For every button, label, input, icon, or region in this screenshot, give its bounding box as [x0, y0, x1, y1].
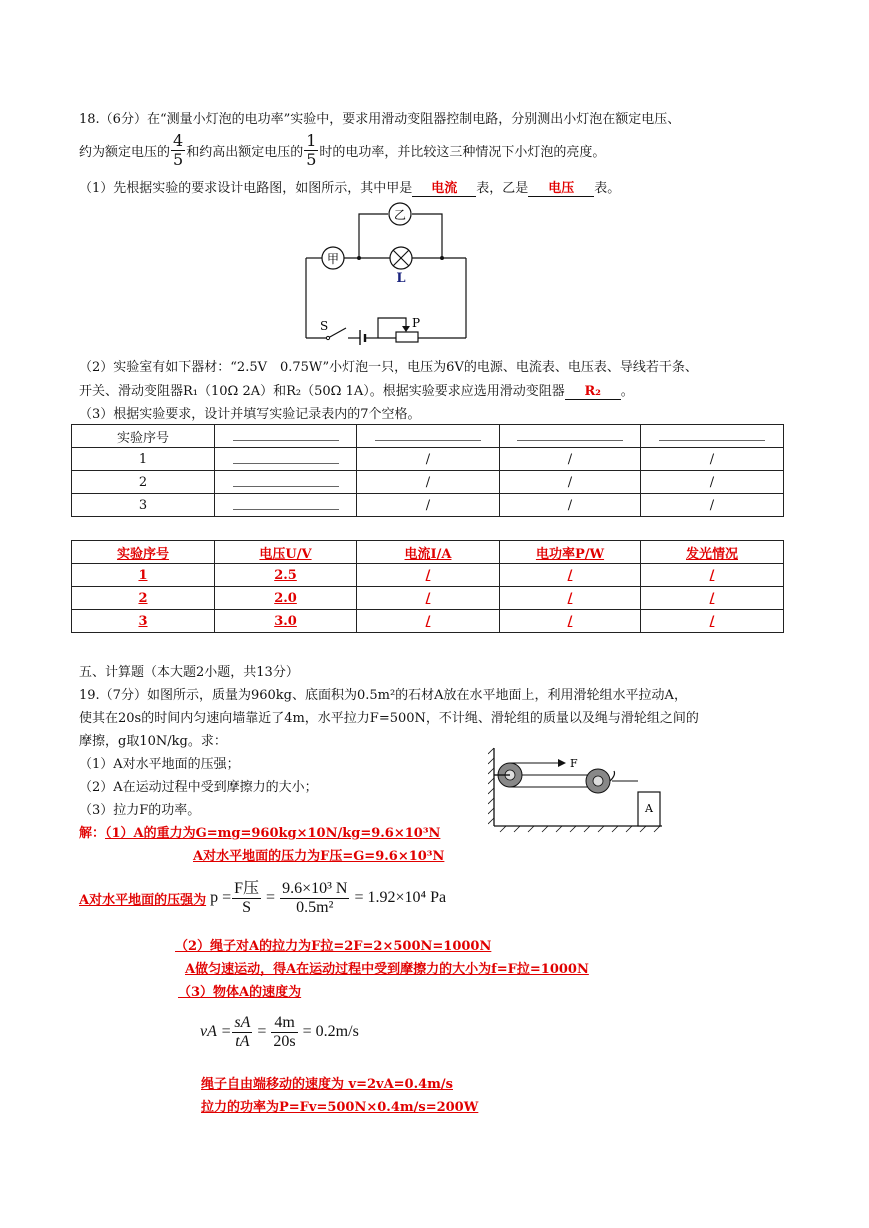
q18-line2-c: 时的电功率，并比较这三种情况下小灯泡的亮度。: [319, 144, 606, 160]
fill-blank: [233, 451, 339, 464]
fill-blank: [233, 497, 339, 510]
pulley-figure: [488, 744, 668, 834]
fill-blank: [659, 428, 765, 441]
table-cell: /: [641, 564, 784, 587]
q18-part1-text-c: 表。: [594, 181, 621, 196]
table-cell: /: [500, 587, 641, 610]
table-cell: 1: [72, 564, 215, 587]
q18-part1-text-b: 表，乙是: [476, 181, 529, 196]
slider-label: P: [412, 316, 421, 330]
solution-speed-eq: [200, 1006, 359, 1058]
eq2-equals: =: [253, 1023, 271, 1040]
solution-speed-intro: （3）物体A的速度为: [178, 985, 302, 1000]
eq2-fraction2: [271, 1014, 297, 1051]
solution-pressure-force: A对水平地面的压力为F压=G=9.6×10³N: [193, 849, 445, 864]
fraction-denominator: 20s: [273, 1032, 296, 1050]
table-cell: 实验序号: [72, 541, 215, 564]
table-cell: /: [500, 448, 641, 471]
solution-label: 解：: [79, 826, 106, 841]
q19-sub1: （1）A对水平地面的压强；: [79, 757, 240, 772]
q18-part1-text: （1）先根据实验的要求设计电路图，如图所示，其中甲是: [79, 181, 413, 196]
solution-power: 拉力的功率为P=Fv=500N×0.4m/s=200W: [201, 1100, 479, 1115]
fraction-denominator: tA: [235, 1032, 250, 1050]
table-cell: [215, 425, 357, 448]
q18-part2-text: 开关、滑动变阻器R₁（10Ω 2A）和R₂（50Ω 1A）。根据实验要求应选用滑动变阻器: [79, 384, 565, 399]
eq2-rhs: = 0.2m/s: [302, 1023, 359, 1040]
table-cell: /: [641, 448, 784, 471]
table-cell: 1: [72, 448, 215, 471]
table-row: [72, 610, 784, 633]
eq1-equals: =: [262, 889, 280, 906]
table-cell: 电压U/V: [215, 541, 357, 564]
answer-jia: 电流: [431, 181, 458, 196]
fraction-denominator: S: [242, 898, 252, 916]
slider-arrow-icon: [402, 326, 410, 332]
table-cell: /: [641, 494, 784, 517]
table-cell: /: [500, 471, 641, 494]
table-cell: /: [641, 471, 784, 494]
table-cell: /: [500, 610, 641, 633]
voltmeter-label: 乙: [393, 208, 407, 222]
fraction-numerator: 9.6×10³ N: [282, 879, 348, 897]
table-cell: 实验序号: [72, 425, 215, 448]
table-row: [72, 494, 784, 517]
ammeter-label: 甲: [326, 252, 340, 266]
q18-part2-line1: （2）实验室有如下器材：“2.5V 0.75W”小灯泡一只，电压为6V的电源、电流表、电压表、导线若干条、: [79, 360, 698, 375]
table-cell: /: [641, 610, 784, 633]
fill-blank: [375, 428, 481, 441]
fill-blank: [233, 428, 339, 441]
eq1-rhs: = 1.92×10⁴ Pa: [354, 889, 447, 906]
q18-part2-line2: [79, 380, 634, 400]
solution-weight: （1）A的重力为G=mg=960kg×10N/kg=9.6×10³N: [105, 826, 441, 841]
q18-part1: [79, 177, 620, 197]
table-cell: 2: [72, 587, 215, 610]
table-cell: /: [500, 564, 641, 587]
q18-line2-a: 约为额定电压的: [79, 144, 171, 160]
fraction-numerator: sA: [234, 1013, 251, 1031]
table-cell: /: [641, 587, 784, 610]
fraction-one-fifth: [304, 132, 318, 169]
table-cell: 发光情况: [641, 541, 784, 564]
table-cell: /: [500, 494, 641, 517]
q18-part3: （3）根据实验要求，设计并填写实验记录表内的7个空格。: [79, 407, 421, 422]
table-cell: /: [357, 471, 500, 494]
fraction-numerator: 4m: [271, 1014, 297, 1033]
eq1-lhs: p =: [210, 889, 232, 906]
table-cell: [215, 448, 357, 471]
q19-sub3: （3）拉力F的功率。: [79, 803, 201, 818]
answer-blank-rheostat: [565, 384, 621, 400]
solution-line1: [79, 822, 440, 841]
solution-friction: A做匀速运动，得A在运动过程中受到摩擦力的大小为f=F拉=1000N: [185, 962, 589, 977]
answer-yi: 电压: [548, 181, 575, 196]
junction-dot-left: [357, 256, 361, 260]
q19-line2: 使其在20s的时间内匀速向墙靠近了4m，水平拉力F=500N，不计绳、滑轮组的质量以及绳与滑轮组之间的: [79, 711, 699, 726]
switch-label: S: [320, 319, 329, 333]
table-cell: /: [357, 448, 500, 471]
table-row: [72, 564, 784, 587]
table-row: [72, 587, 784, 610]
eq1-fraction2: [280, 880, 349, 917]
table-header-row: [72, 425, 784, 448]
record-table-answer: [71, 540, 784, 633]
q18-part2-end: 。: [620, 384, 634, 399]
record-table-blank: [71, 424, 784, 517]
table-row: [72, 471, 784, 494]
q19-line3: 摩擦，g取10N/kg。求：: [79, 734, 227, 749]
q18-line2-b: 和约高出额定电压的: [186, 144, 304, 160]
eq1-fraction1: [232, 880, 261, 917]
section-title: 五、计算题（本大题2小题，共13分）: [79, 665, 299, 680]
switch-contact-icon: [326, 336, 329, 339]
table-cell: 2.5: [215, 564, 357, 587]
block-label: A: [645, 802, 653, 815]
table-cell: [215, 471, 357, 494]
junction-dot-right: [440, 256, 444, 260]
fill-blank: [517, 428, 623, 441]
table-cell: [500, 425, 641, 448]
fraction-numerator: F压: [234, 879, 260, 897]
answer-rheostat: R₂: [584, 384, 601, 399]
q19-sub2: （2）A在运动过程中受到摩擦力的大小；: [79, 780, 318, 795]
solution-pressure: [79, 872, 446, 924]
table-cell: [357, 425, 500, 448]
table-cell: 2.0: [215, 587, 357, 610]
fraction-denominator: 5: [173, 149, 184, 169]
force-label: F: [570, 757, 578, 770]
table-cell: 3: [72, 610, 215, 633]
hook-icon: [610, 771, 615, 781]
lamp-label: L: [396, 271, 406, 286]
table-cell: /: [357, 494, 500, 517]
solution-pressure-label: A对水平地面的压强为: [79, 892, 207, 908]
fraction-denominator: 5: [306, 149, 317, 169]
eq2-lhs: vA =: [200, 1023, 232, 1040]
circuit-diagram: [300, 200, 475, 345]
table-cell: 电功率P/W: [500, 541, 641, 564]
table-cell: [215, 494, 357, 517]
table-cell: 3: [72, 494, 215, 517]
table-cell: /: [357, 610, 500, 633]
fill-blank: [233, 474, 339, 487]
table-cell: 电流I/A: [357, 541, 500, 564]
table-header-row: [72, 541, 784, 564]
q19-line1: 19.（7分）如图所示，质量为960kg、底面积为0.5m²的石材A放在水平地面上，利用滑轮组水平拉动A，: [79, 688, 687, 703]
table-cell: /: [357, 564, 500, 587]
table-row: [72, 448, 784, 471]
fraction-four-fifths: [171, 132, 185, 169]
answer-blank-jia: [412, 177, 476, 197]
table-cell: /: [357, 587, 500, 610]
table-cell: [641, 425, 784, 448]
table-cell: 3.0: [215, 610, 357, 633]
solution-rope-force: （2）绳子对A的拉力为F拉=2F=2×500N=1000N: [175, 939, 492, 954]
fraction-numerator: 1: [306, 130, 317, 150]
eq2-fraction1: [232, 1014, 252, 1051]
solution-rope-speed: 绳子自由端移动的速度为 v=2vA=0.4m/s: [201, 1077, 453, 1092]
table-cell: 2: [72, 471, 215, 494]
q18-line1: 18.（6分）在“测量小灯泡的电功率”实验中，要求用滑动变阻器控制电路，分别测出小灯泡在额定电压、: [79, 112, 681, 127]
answer-blank-yi: [528, 177, 594, 197]
fraction-denominator: 0.5m²: [296, 898, 334, 916]
q18-line2: [79, 128, 605, 172]
force-arrow-icon: [558, 759, 566, 767]
fraction-numerator: 4: [173, 130, 184, 150]
